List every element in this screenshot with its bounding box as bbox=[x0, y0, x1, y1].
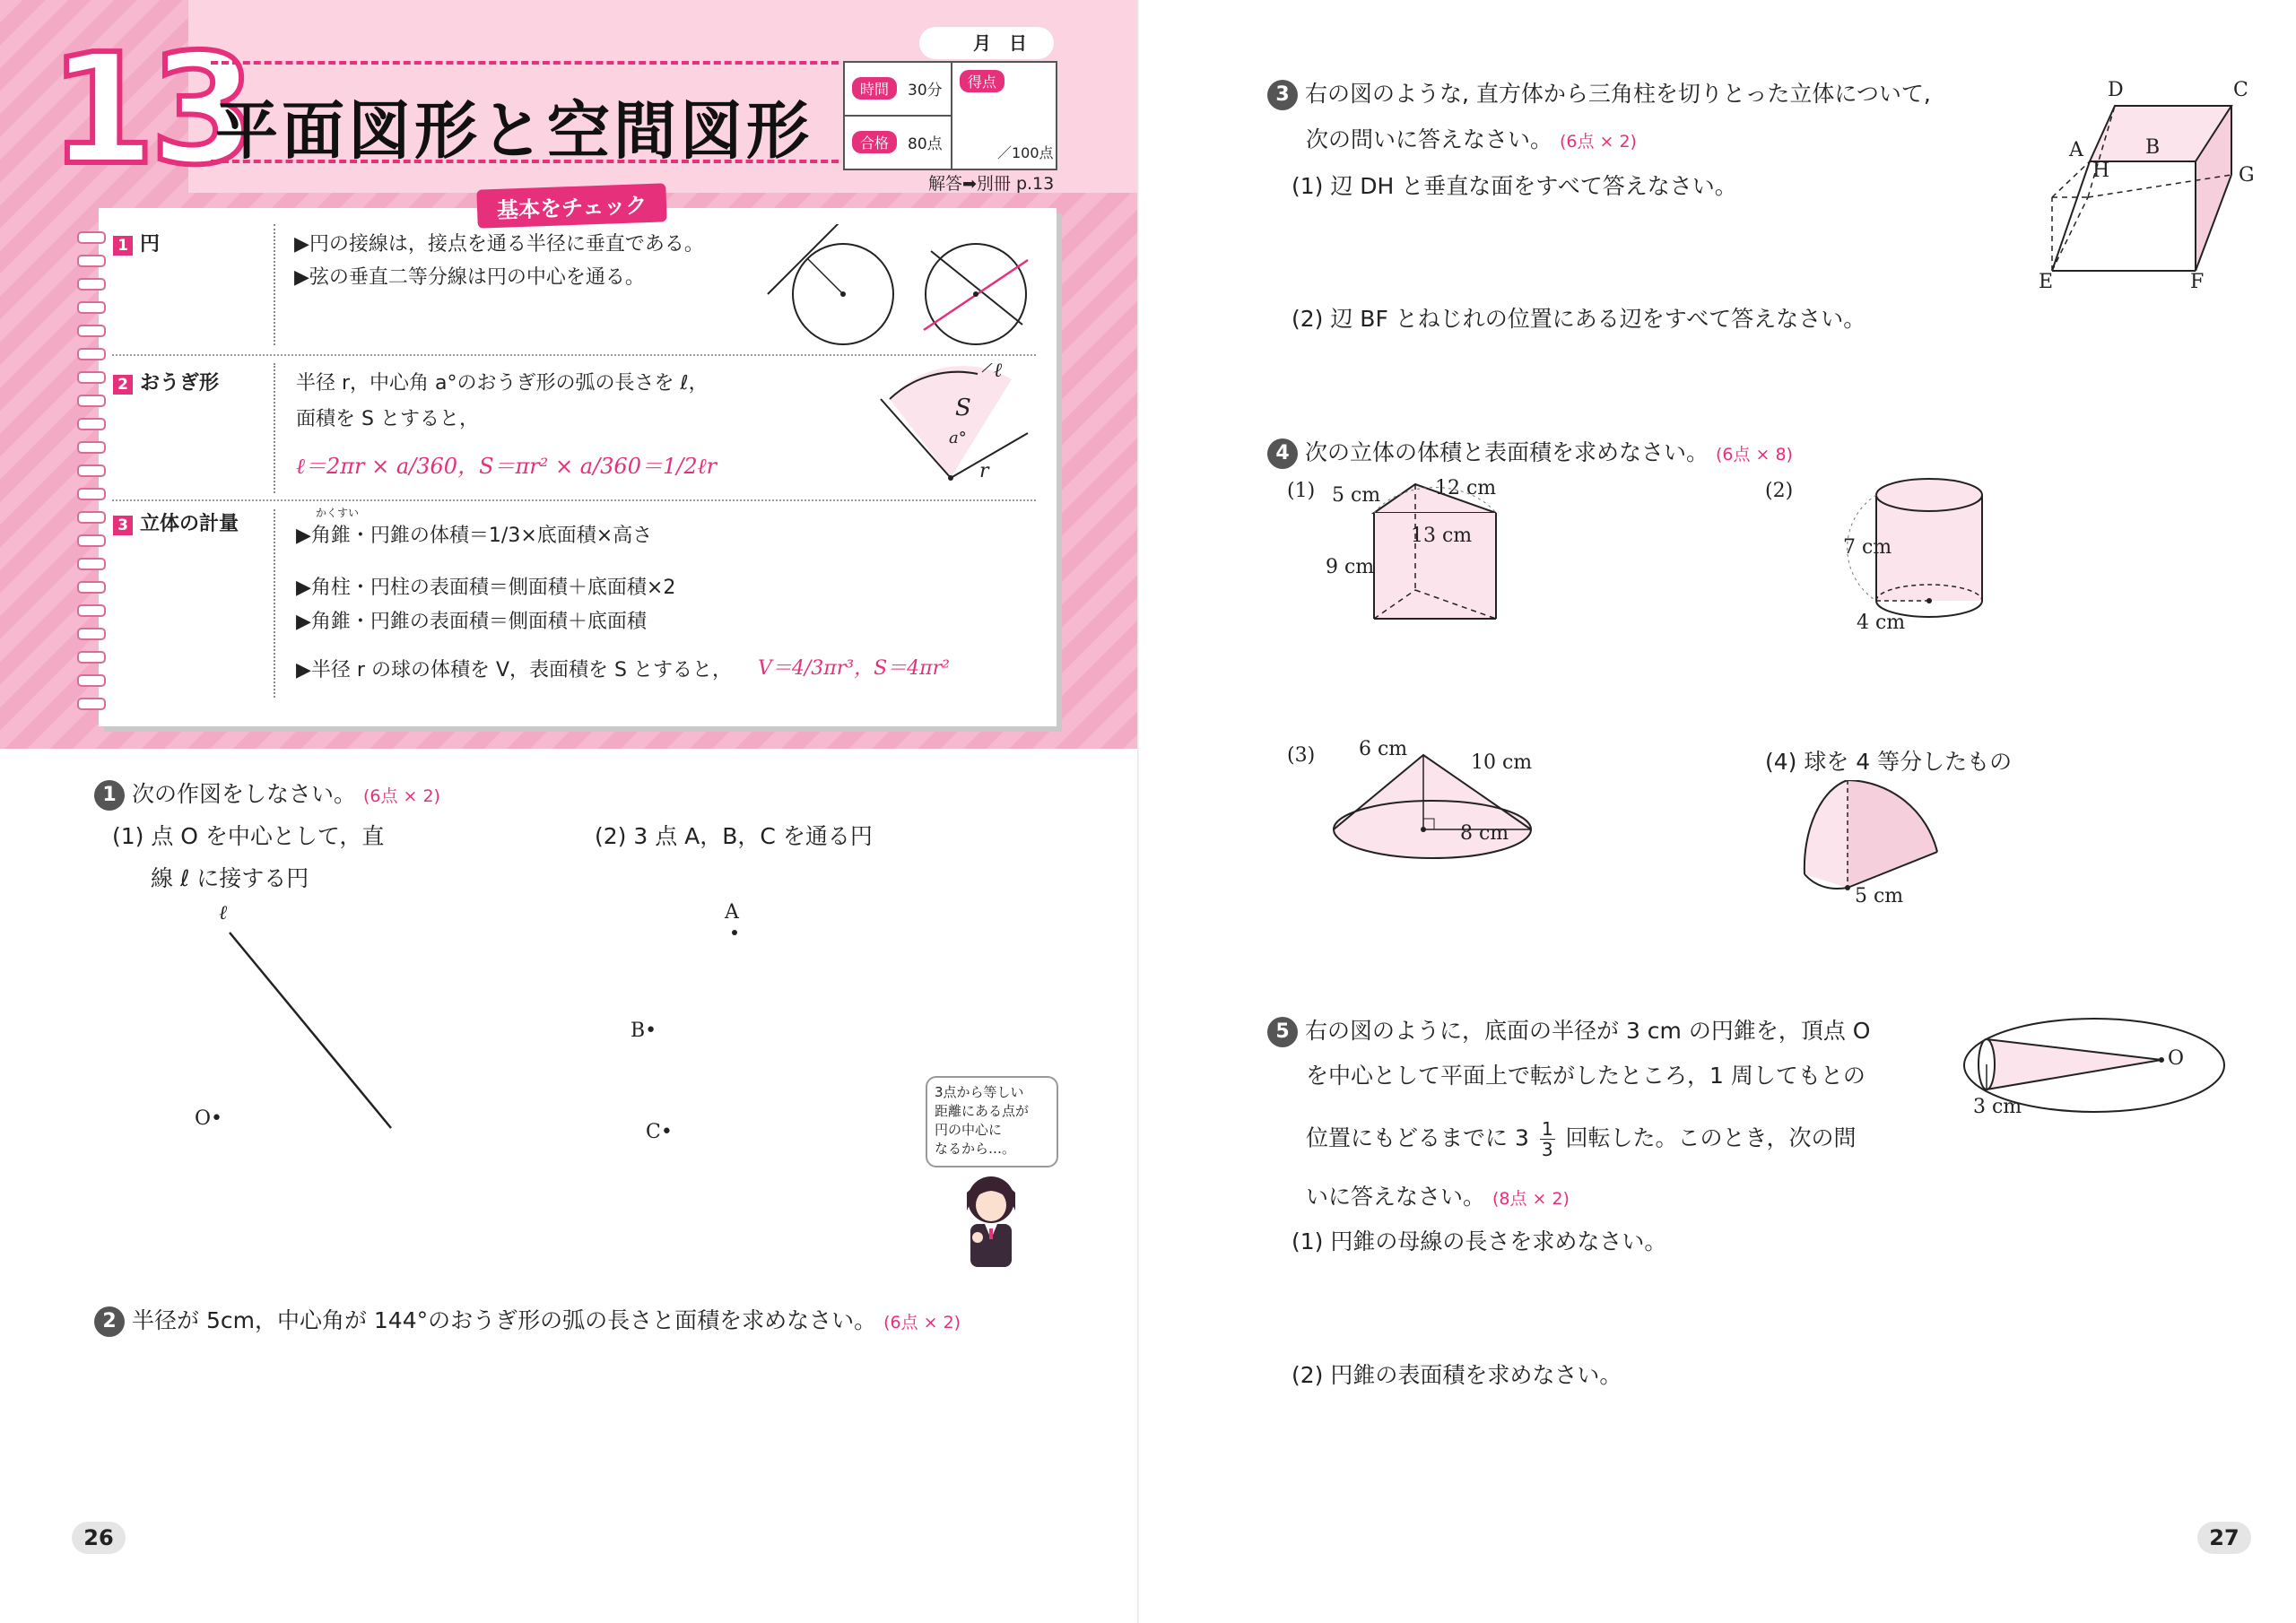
quarter-sphere-radius: 5 cm bbox=[1855, 885, 1904, 907]
binder-ring bbox=[77, 558, 106, 570]
sphere-rule: ▶半径 r の球の体積を V，表面積を S とすると， bbox=[296, 659, 732, 681]
question-5-line2: を中心として平面上で転がしたところ，1 周してもとの bbox=[1306, 1063, 1866, 1089]
binder-ring bbox=[77, 441, 106, 454]
line-l-figure bbox=[215, 915, 413, 1139]
point-b: B• bbox=[631, 1020, 657, 1042]
chord-bisector-rule: ▶弦の垂直二等分線は円の中心を通る。 bbox=[294, 266, 645, 289]
section-rule bbox=[112, 354, 1036, 356]
prism-height: 9 cm bbox=[1326, 556, 1375, 578]
section-3-label: 3 立体の計量 bbox=[113, 508, 239, 536]
cone-apex-o: O bbox=[2168, 1047, 2185, 1070]
binder-ring bbox=[77, 418, 106, 430]
binder-ring bbox=[77, 255, 106, 267]
section-rule bbox=[112, 499, 1036, 501]
ruby-kakusui: かくすい bbox=[316, 507, 360, 519]
binder-ring bbox=[77, 628, 106, 640]
fraction-one-third: $\frac{1}{3}$ bbox=[1541, 1118, 1553, 1160]
question-2: 2 半径が 5cm，中心角が 144°のおうぎ形の弧の長さと面積を求めなさい。 (6点 × 2) bbox=[94, 1303, 961, 1337]
page-title: 平面図形と空間図形 bbox=[215, 94, 813, 168]
vertex-b: B bbox=[2145, 136, 2161, 159]
q4-fig2-label: (2) bbox=[1765, 480, 1794, 502]
pass-tag: 合格 bbox=[852, 131, 897, 153]
lesson-number: 13 bbox=[49, 22, 251, 199]
binder-ring bbox=[77, 534, 106, 547]
binder-ring bbox=[77, 231, 106, 244]
binder-ring bbox=[77, 651, 106, 664]
question-3: 3 右の図のような, 直方体から三角柱を切りとった立体について, bbox=[1267, 76, 1931, 110]
q4-fig1-label: (1) bbox=[1287, 480, 1316, 502]
q1-sub1-line2: 線 ℓ に接する円 bbox=[151, 865, 309, 891]
section-divider bbox=[274, 509, 275, 698]
prism-edge-b: 12 cm bbox=[1435, 477, 1497, 499]
binder-ring bbox=[77, 488, 106, 500]
binder-ring bbox=[77, 301, 106, 314]
cone-height: 6 cm bbox=[1359, 738, 1408, 760]
binder-ring bbox=[77, 395, 106, 407]
date-label: 月 日 bbox=[973, 32, 1027, 54]
binder-ring bbox=[77, 604, 106, 617]
question-5-line3: 位置にもどるまでに 3 $\frac{1}{3}$ 回転した。このとき，次の問 bbox=[1306, 1118, 1857, 1160]
section-divider bbox=[274, 363, 275, 493]
binder-ring bbox=[77, 348, 106, 360]
point-c: C• bbox=[646, 1121, 673, 1143]
time-tag: 時間 bbox=[852, 77, 897, 100]
point-o: O• bbox=[195, 1107, 223, 1130]
cylinder-height: 7 cm bbox=[1843, 536, 1892, 559]
score-tag: 得点 bbox=[960, 70, 1004, 92]
q5-sub2: (2) 円錐の表面積を求めなさい。 bbox=[1292, 1362, 1622, 1388]
answer-reference: 解答➡別冊 p.13 bbox=[928, 174, 1055, 194]
q5-sub1: (1) 円錐の母線の長さを求めなさい。 bbox=[1292, 1228, 1667, 1254]
point-a: A bbox=[725, 901, 739, 924]
vertex-c: C bbox=[2233, 79, 2248, 101]
question-3-line2: 次の問いに答えなさい。 (6点 × 2) bbox=[1306, 126, 1637, 152]
prism-edge-c: 13 cm bbox=[1411, 525, 1473, 547]
time-value: 30分 bbox=[908, 82, 943, 100]
binder-ring bbox=[77, 325, 106, 337]
check-badge: 基本をチェック bbox=[476, 183, 667, 228]
pass-value: 80点 bbox=[908, 135, 943, 153]
q1-sub2: (2) 3 点 A，B，C を通る円 bbox=[595, 823, 873, 849]
section-2-label: 2 おうぎ形 bbox=[113, 368, 219, 395]
vertex-f: F bbox=[2190, 271, 2205, 293]
vertex-d: D bbox=[2108, 79, 2124, 101]
sector-radius-label: r bbox=[979, 460, 989, 482]
binder-ring bbox=[77, 581, 106, 594]
right-page bbox=[1139, 0, 2296, 1623]
binder-ring bbox=[77, 674, 106, 687]
cone-volume-rule: ▶角錐・円錐の体積＝1/3×底面積×高さ bbox=[296, 525, 653, 547]
binder-ring bbox=[77, 464, 106, 477]
question-5: 5 右の図のように，底面の半径が 3 cm の円錐を，頂点 O bbox=[1267, 1013, 1870, 1047]
hint-bubble: 3点から等しい 距離にある点が 円の中心に なるから…。 bbox=[926, 1076, 1058, 1167]
sector-definition-2: 面積を S とすると， bbox=[296, 408, 479, 430]
cone-radius: 8 cm bbox=[1460, 822, 1509, 845]
question-1: 1 次の作図をしなさい。 (6点 × 2) bbox=[94, 777, 440, 811]
question-4: 4 次の立体の体積と表面積を求めなさい。 (6点 × 8) bbox=[1267, 435, 1793, 469]
vertex-a: A bbox=[2069, 139, 2083, 161]
section-1-label: 1 円 bbox=[113, 229, 160, 256]
rolling-cone-radius: 3 cm bbox=[1973, 1096, 2022, 1118]
student-illustration bbox=[951, 1175, 1031, 1273]
page-number-right: 27 bbox=[2197, 1522, 2251, 1554]
date-field[interactable] bbox=[919, 27, 1054, 59]
q1-sub1-line1: (1) 点 O を中心として，直 bbox=[112, 823, 385, 849]
score-max: ／100点 bbox=[997, 144, 1054, 161]
sector-formula: ℓ＝2πr × a/360，S＝πr² × a/360＝1/2ℓr bbox=[296, 454, 718, 479]
q4-fig3-label: (3) bbox=[1287, 744, 1316, 767]
binder-ring bbox=[77, 278, 106, 291]
cone-slant: 10 cm bbox=[1471, 751, 1533, 774]
circle-figures bbox=[762, 224, 1049, 350]
section-divider bbox=[274, 224, 275, 345]
vertex-e: E bbox=[2039, 271, 2054, 293]
vertex-h: H bbox=[2092, 160, 2110, 182]
cut-cuboid-figure bbox=[2034, 90, 2276, 291]
title-rule-bottom bbox=[211, 160, 839, 163]
sector-arc-label: ℓ bbox=[994, 360, 1003, 382]
pyramid-surface-rule: ▶角錐・円錐の表面積＝側面積＋底面積 bbox=[296, 611, 647, 633]
sector-angle-label: a° bbox=[949, 429, 967, 447]
question-5-line4: いに答えなさい。 (8点 × 2) bbox=[1306, 1184, 1570, 1210]
binder-ring bbox=[77, 698, 106, 710]
circle-tangent-rule: ▶円の接線は，接点を通る半径に垂直である。 bbox=[294, 233, 704, 256]
sector-area-label: S bbox=[955, 395, 971, 421]
q4-fig4-label: (4) 球を 4 等分したもの bbox=[1765, 749, 2013, 775]
binder-ring bbox=[77, 511, 106, 524]
line-l-label: ℓ bbox=[219, 902, 228, 924]
prism-surface-rule: ▶角柱・円柱の表面積＝側面積＋底面積×2 bbox=[296, 577, 676, 599]
q3-sub2: (2) 辺 BF とねじれの位置にある辺をすべて答えなさい。 bbox=[1292, 306, 1866, 332]
prism-edge-a: 5 cm bbox=[1332, 484, 1381, 507]
left-page bbox=[0, 0, 1139, 1623]
q3-sub1: (1) 辺 DH と垂直な面をすべて答えなさい。 bbox=[1292, 173, 1737, 199]
vertex-g: G bbox=[2239, 164, 2255, 187]
score-box bbox=[843, 61, 1057, 170]
binder-ring bbox=[77, 371, 106, 384]
title-rule-top bbox=[211, 61, 839, 65]
sector-definition-1: 半径 r，中心角 a°のおうぎ形の弧の長さを ℓ， bbox=[296, 372, 709, 395]
sphere-formula: V＝4/3πr³，S＝4πr² bbox=[758, 657, 950, 680]
page-number-left: 26 bbox=[72, 1522, 126, 1554]
point-a-dot bbox=[732, 930, 737, 935]
cylinder-radius: 4 cm bbox=[1857, 612, 1906, 634]
